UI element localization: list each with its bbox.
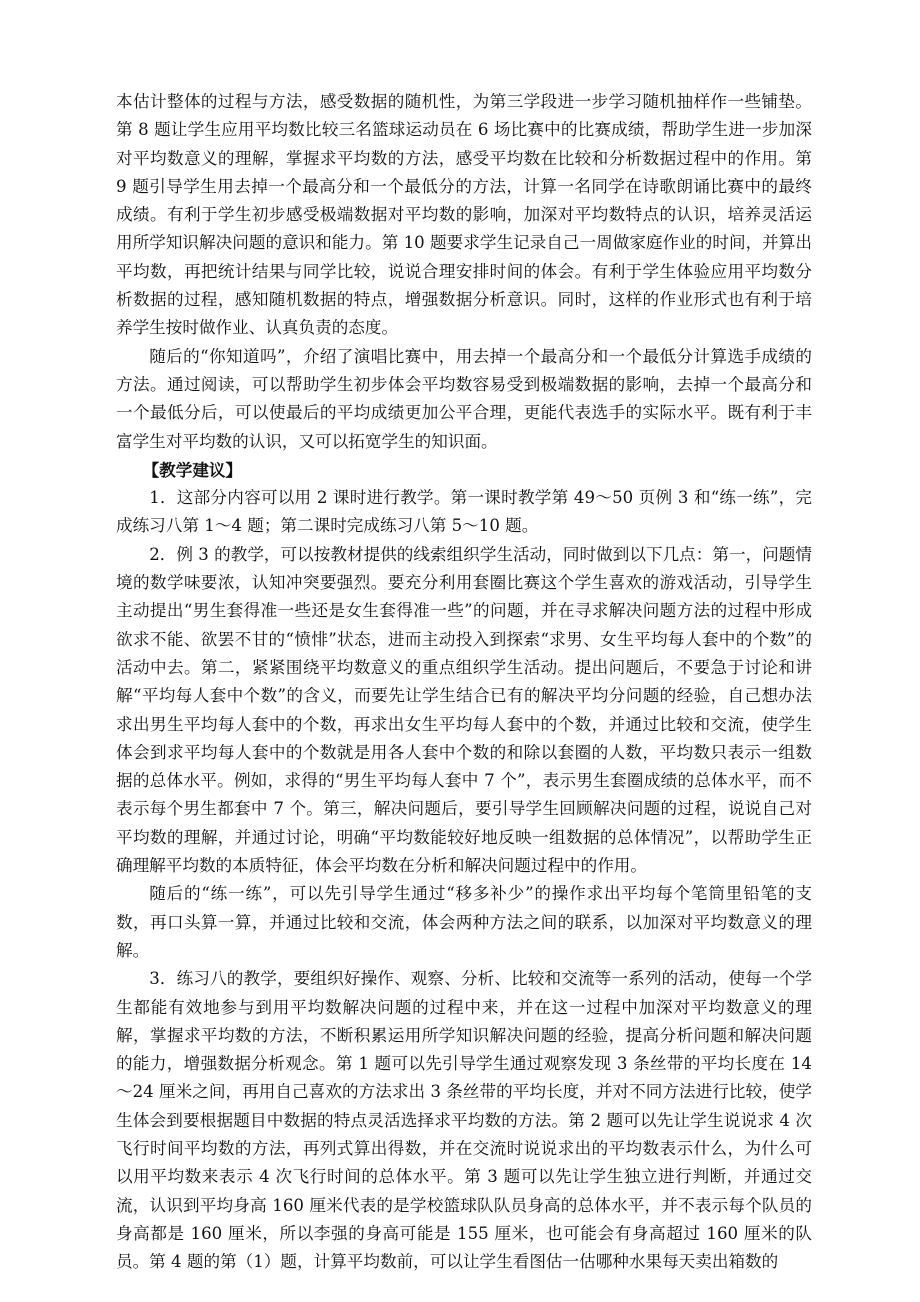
body-paragraph-4: 2．例 3 的教学，可以按教材提供的线索组织学生活动，同时做到以下几点：第一，问题情境的数学味要浓，认知冲突要强烈。要充分利用套圈比赛这个学生喜欢的游戏活动，引导学生主动提出“男生套得准一些还是女生套得准一些”的问题，并在寻求解决问题方法的过程中形成欲求不能、欲罢不甘的“愤悱”状态，进而主动投入到探索“求男、女生平均每人套中的个数”的活动中去。第二，紧紧围绕平均数意义的重点组织学生活动。提出问题后，不要急于讨论和讲解“平均每人套中个数”的含义，而要先让学生结合已有的解决平均分问题的经验，自己想办法求出男生平均每人套中的个数，再求出女生平均每人套中的个数，并通过比较和交流，使学生体会到求平均每人套中的个数就是用各人套中个数的和除以套圈的人数，平均数只表示一组数据的总体水平。例如，求得的“男生平均每人套中 7 个”，表示男生套圈成绩的总体水平，而不表示每个男生都套中 7 个。第三，解决问题后，要引导学生回顾解决问题的过程，说说自己对平均数的理解，并通过讨论，明确“平均数能较好地反映一组数据的总体情况”，以帮助学生正确理解平均数的本质特征，体会平均数在分析和解决问题过程中的作用。 bbox=[116, 544, 812, 876]
body-paragraph-1: 本估计整体的过程与方法，感受数据的随机性，为第三学段进一步学习随机抽样作一些铺垫。第 8 题让学生应用平均数比较三名篮球运动员在 6 场比赛中的比赛成绩，帮助学生进一步加深对平均数意义的理解，掌握求平均数的方法，感受平均数在比较和分析数据过程中的作用。第 9 题引导学生用去掉一个最高分和一个最低分的方法，计算一名同学在诗歌朗诵比赛中的最终成绩。有利于学生初步感受极端数据对平均数的影响，加深对平均数特点的认识，培养灵活运用所学知识解决问题的意识和能力。第 10 题要求学生记录自己一周做家庭作业的时间，并算出平均数，再把统计结果与同学比较，说说合理安排时间的体会。有利于学生体验应用平均数分析数据的过程，感知随机数据的特点，增强数据分析意识。同时，这样的作业形式也有利于培养学生按时做作业、认真负责的态度。 bbox=[116, 92, 812, 338]
body-paragraph-6: 3．练习八的教学，要组织好操作、观察、分析、比较和交流等一系列的活动，使每一个学生都能有效地参与到用平均数解决问题的过程中来，并在这一过程中加深对平均数意义的理解，掌握求平均数的方法，不断积累运用所学知识解决问题的经验，提高分析问题和解决问题的能力，增强数据分析观念。第 1 题可以先引导学生通过观察发现 3 条丝带的平均长度在 14～24 厘米之间，再用自己喜欢的方法求出 3 条丝带的平均长度，并对不同方法进行比较，使学生体会到要根据题目中数据的特点灵活选择求平均数的方法。第 2 题可以先让学生说说求 4 次飞行时间平均数的方法，再列式算出得数，并在交流时说说求出的平均数表示什么，为什么可以用平均数来表示 4 次飞行时间的总体水平。第 3 题可以先让学生独立进行判断，并通过交流，认识到平均身高 160 厘米代表的是学校篮球队队员身高的总体水平，并不表示每个队员的身高都是 160 厘米，所以李强的身高可能是 155 厘米，也可能会有身高超过 160 厘米的队员。第 4 题的第（1）题，计算平均数前，可以让学生看图估一估哪种水果每天卖出箱数的 bbox=[116, 969, 812, 1272]
body-paragraph-3: 1．这部分内容可以用 2 课时进行教学。第一课时教学第 49～50 页例 3 和“练一练”，完成练习八第 1～4 题；第二课时完成练习八第 5～10 题。 bbox=[116, 488, 812, 536]
body-paragraph-2: 随后的“你知道吗”，介绍了演唱比赛中，用去掉一个最高分和一个最低分计算选手成绩的方法。通过阅读，可以帮助学生初步体会平均数容易受到极端数据的影响，去掉一个最高分和一个最低分后，可以使最后的平均成绩更加公平合理，更能代表选手的实际水平。既有利于丰富学生对平均数的认识，又可以拓宽学生的知识面。 bbox=[116, 346, 812, 451]
body-paragraph-5: 随后的“练一练”，可以先引导学生通过“移多补少”的操作求出平均每个笔筒里铅笔的支数，再口头算一算，并通过比较和交流，体会两种方法之间的联系，以加深对平均数意义的理解。 bbox=[116, 884, 812, 960]
section-heading: 【教学建议】 bbox=[142, 459, 243, 480]
document-page bbox=[116, 88, 812, 1276]
